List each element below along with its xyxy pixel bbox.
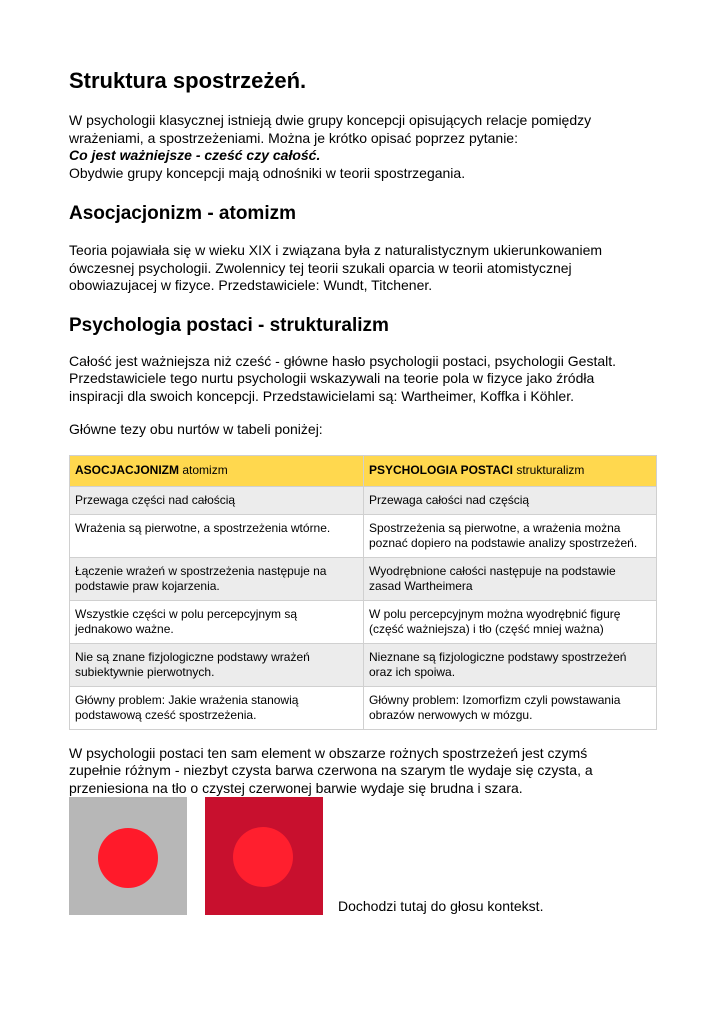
document-page xyxy=(69,66,669,797)
table-cell-right: Spostrzeżenia są pierwotne, a wrażenia można poznać dopiero na podstawie analizy spostrzeżeń. xyxy=(364,514,657,557)
sec2-line-3: inspiracji dla swoich koncepcji. Przedstawicielami są: Wartheimer, Koffka i Köhler. xyxy=(69,387,574,404)
sec1-line-3: obowiazujacej w fizyce. Przedstawiciele: Wundt, Titchener. xyxy=(69,277,433,293)
table-cell-right: Główny problem: Izomorfizm czyli powstawania obrazów nerwowych w mózgu. xyxy=(364,686,657,729)
table-header-asocjacjonizm xyxy=(70,455,364,486)
gray-square xyxy=(69,797,187,915)
table-cell-right: Nieznane są fizjologiczne podstawy spostrzeżeń oraz ich spoiwa. xyxy=(364,643,657,686)
table-row xyxy=(70,643,657,686)
table-row xyxy=(70,514,657,557)
section-asocjacjonizm xyxy=(69,201,669,295)
header-left-rest: atomizm xyxy=(179,462,228,477)
section-paragraph-psychologia-postaci xyxy=(69,353,669,406)
table-cell-left: Wrażenia są pierwotne, a spostrzeżenia wtórne. xyxy=(70,514,364,557)
table-row xyxy=(70,600,657,643)
red-square xyxy=(205,797,323,915)
color-context-illustration xyxy=(69,797,669,917)
intro-paragraph xyxy=(69,112,669,182)
intro-line-2: wrażeniami, a spostrzeżeniami. Można je krótko opisać poprzez pytanie: xyxy=(69,129,518,146)
illustration-caption: Dochodzi tutaj do głosu kontekst. xyxy=(338,898,544,914)
header-left-bold: ASOCJACJONIZM xyxy=(75,462,180,477)
section-paragraph-asocjacjonizm xyxy=(69,242,669,295)
header-right-bold: PSYCHOLOGIA POSTACI xyxy=(369,462,514,477)
table-cell-right: W polu percepcyjnym można wyodrębnić figurę (część ważniejsza) i tło (część mniej ważna) xyxy=(364,600,657,643)
table-row xyxy=(70,686,657,729)
page-title: Struktura spostrzeżeń. xyxy=(69,68,307,93)
after-line-3: przeniesiona na tło o czystej czerwonej barwie wydaje się brudna i szara. xyxy=(69,779,523,796)
table-cell-left: Przewaga części nad całością xyxy=(70,486,364,514)
after-line-2: zupełnie różnym - niezbyt czysta barwa czerwona na szarym tle wydaje się czysta, a xyxy=(69,762,593,778)
sec2-line-1: Całość jest ważniejsza niż cześć - główne hasło psychologii postaci, psychologii Gestalt. xyxy=(69,352,617,369)
table-cell-right: Wyodrębnione całości następuje na podstawie zasad Wartheimera xyxy=(364,557,657,600)
intro-question: Co jest ważniejsze - cześć czy całość. xyxy=(69,147,321,163)
section-psychologia-postaci xyxy=(69,313,669,406)
red-circle-on-gray xyxy=(98,828,158,888)
table-row xyxy=(70,557,657,600)
header-right-rest: strukturalizm xyxy=(513,462,585,477)
sec1-line-2: ówczesnej psychologii. Zwolennicy tej teorii szukali oparcia w teorii atomistycznej xyxy=(69,259,572,276)
table-cell-left: Nie są znane fizjologiczne podstawy wrażeń subiektywnie pierwotnych. xyxy=(70,643,364,686)
table-header-row xyxy=(70,455,657,486)
table-cell-left: Główny problem: Jakie wrażenia stanowią podstawową cześć spostrzeżenia. xyxy=(70,686,364,729)
intro-line-3: Obydwie grupy koncepcji mają odnośniki w teorii spostrzegania. xyxy=(69,164,466,181)
after-line-1: W psychologii postaci ten sam element w obszarze rożnych spostrzeżeń jest czymś xyxy=(69,744,588,761)
sec1-line-1: Teoria pojawiała się w wieku XIX i związana była z naturalistycznym ukierunkowaniem xyxy=(69,242,603,258)
comparison-table xyxy=(69,455,657,730)
table-header-psychologia-postaci xyxy=(364,455,657,486)
section-heading-psychologia-postaci: Psychologia postaci - strukturalizm xyxy=(69,314,389,336)
section-heading-asocjacjonizm: Asocjacjonizm - atomizm xyxy=(69,203,296,224)
sec2-line-2: Przedstawiciele tego nurtu psychologii wskazywali na teorie pola w fizyce jako źródła xyxy=(69,370,595,386)
table-row xyxy=(70,486,657,514)
context-paragraph xyxy=(69,745,669,798)
table-intro: Główne tezy obu nurtów w tabeli poniżej: xyxy=(69,421,323,437)
table-cell-right: Przewaga całości nad częścią xyxy=(364,486,657,514)
table-cell-left: Łączenie wrażeń w spostrzeżenia następuje na podstawie praw kojarzenia. xyxy=(70,557,364,600)
intro-line-1: W psychologii klasycznej istnieją dwie grupy koncepcji opisujących relacje pomiędzy xyxy=(69,112,592,128)
table-cell-left: Wszystkie części w polu percepcyjnym są jednakowo ważne. xyxy=(70,600,364,643)
red-circle-on-red xyxy=(233,827,293,887)
